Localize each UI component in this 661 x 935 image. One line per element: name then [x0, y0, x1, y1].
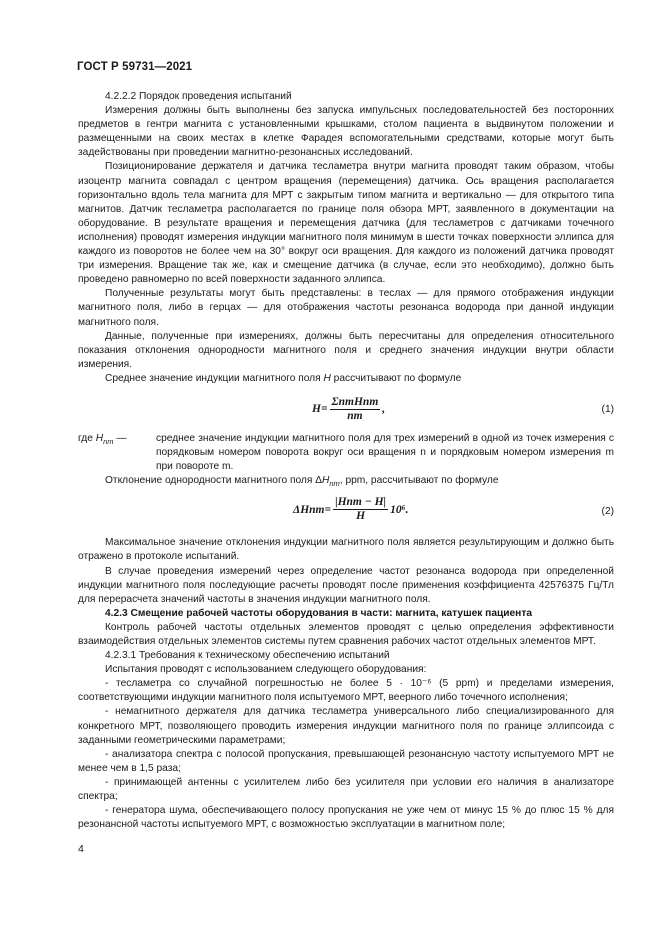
formula-2: [78, 492, 614, 532]
list-item: - тесламетра со случайной погрешностью не более 5 · 10⁻⁶ (5 ppm) и пределами измерения, соответствующими индукции магнитного поля испытуемого МРТ, веерного либо точечного исполнения;: [78, 678, 614, 704]
document-header: ГОСТ Р 59731—2021: [77, 61, 193, 73]
paragraph: Измерения должны быть выполнены без запуска импульсных последовательностей без посторонних предметов в гентри магнита с установленными крышками, столом пациента в выдвинутом положении и размещенными на своих местах в клетке Фарадея вспомогательными средствами, которые могут быть задействованы при проведении магнитно-резонансных исследований.: [78, 105, 614, 159]
paragraph: Испытания проводят с использованием следующего оборудования:: [105, 664, 427, 676]
paragraph: Данные, полученные при измерениях, должны быть пересчитаны для определения относительного показания отклонения однородности магнитного поля и среднего значения индукции внутри области измерения.: [78, 330, 614, 370]
document-body: [78, 90, 614, 832]
list-item: - немагнитного держателя для датчика тесламетра универсального либо специализированного для конкретного МРТ, позволяющего проводить измерения индукции магнитного поля по границе эллипсоида с заданными геометрическими параметрами;: [78, 706, 614, 746]
section-title-4-2-3-1: 4.2.3.1 Требования к техническому обеспечению испытаний: [105, 650, 390, 662]
formula-1-expression: H = $\frac{\text{ΣnmHnm}}{nm}$ ,: [312, 395, 386, 422]
page-number: 4: [78, 843, 84, 855]
equation-number-2: (2): [601, 506, 614, 518]
section-title-4-2-3: 4.2.3 Смещение рабочей частоты оборудования в части: магнита, катушек пациента: [105, 607, 532, 619]
paragraph: В случае проведения измерений через определение частот резонанса водорода при определенной индукции магнитного поля последующие расчеты проводят после применения коэффициента 42576375 Гц/Тл для перерасчета значений частоты в значения индукции магнитного поля.: [78, 565, 614, 605]
legend-label: где $H_{nm}$ —: [78, 432, 127, 446]
paragraph-formula-intro: Среднее значение индукции магнитного поля H рассчитывают по формуле: [105, 372, 462, 384]
section-title-4-2-2-2: 4.2.2.2 Порядок проведения испытаний: [105, 91, 292, 102]
paragraph: Максимальное значение отклонения индукции магнитного поля является результирующим и должно быть отражено в протоколе испытаний.: [78, 537, 614, 563]
paragraph: Контроль рабочей частоты отдельных элементов проводят с целью определения эффективности взаимодействия отдельных элементов системы путем сравнения рабочих частот отдельных элементов МРТ.: [78, 621, 614, 647]
list-item: - анализатора спектра с полосой пропускания, превышающей резонансную частоту испытуемого МРТ не менее чем в 1,5 раза;: [78, 748, 614, 774]
formula-legend: [78, 432, 614, 474]
formula-2-expression: ΔHnm = $\frac{\text{|Hnm − H|}}{H}$ 10⁶.: [293, 496, 409, 523]
paragraph: Позиционирование держателя и датчика тесламетра внутри магнита проводят таким образом, чтобы изоцентр магнита совпадал с центром вращения (перемещения) датчика. Ось вращения располагается горизонтально вдоль тела магнита для МРТ с закрытым типом магнита и вертикально — для открытого типа магнитов. Датчик тесламетра располагается по границе поля обзора МРТ, заявленного в документации на оборудование. В результате вращения и перемещения датчика (для тесламетров с датчиками точечного исполнения) проводят измерения индукции магнитного поля минимум в шести точках поверхности эллипса для каждого из поворотов не более чем на 30° вокруг оси вращения. Для каждого из положений датчика проводят три измерения. Вращение так же, как и смещение датчика (в случае, если это необходимо), должно быть проведено равномерно по всей поверхности заданного эллипса.: [78, 161, 614, 286]
list-item: - генератора шума, обеспечивающего полосу пропускания не уже чем от минус 15 % до плюс 15 % для резонансной частоты испытуемого МРТ, с возможностью эксплуатации в магнитном поле;: [78, 805, 614, 831]
paragraph: Полученные результаты могут быть представлены: в теслах — для прямого отображения индукции магнитного поля, либо в герцах — для отображения частоты резонанса водорода при данной индукции магнитного поля.: [78, 288, 614, 328]
equation-number-1: (1): [601, 403, 614, 415]
legend-text: среднее значение индукции магнитного поля для трех измерений в одной из точек измерения с порядковым номером поворота вокруг оси вращения n и порядковым номером измерения m при повороте m.: [156, 432, 614, 473]
list-item: - принимающей антенны с усилителем либо без усилителя при условии его наличия в анализаторе спектра;: [78, 776, 614, 803]
formula-1-fraction: $\frac{\text{ΣnmHnm}}{nm}$: [331, 395, 379, 422]
formula-1: [78, 390, 614, 428]
formula-2-fraction: $\frac{\text{|Hnm − H|}}{H}$: [335, 496, 387, 523]
paragraph-formula-intro-2: Отклонение однородности магнитного поля $\Delta H_{nm}$, ppm, рассчитывают по формуле: [105, 475, 499, 489]
